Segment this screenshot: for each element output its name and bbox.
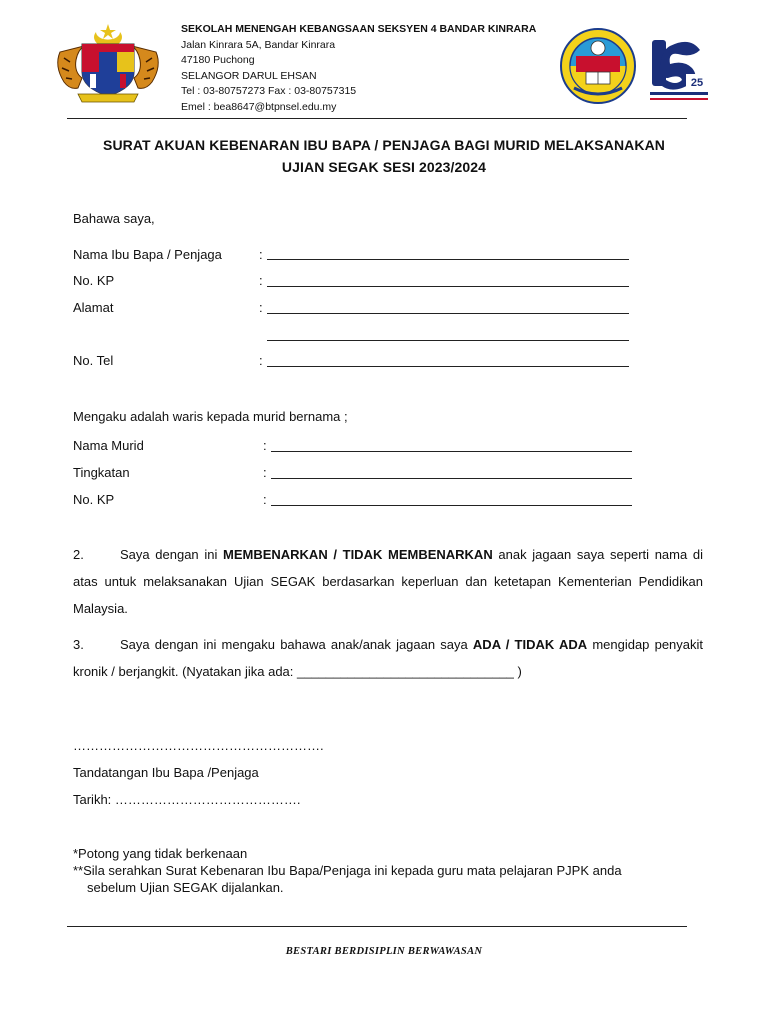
school-address-block [181, 22, 536, 115]
student-ic-label: No. KP [73, 492, 115, 507]
phone-fax: Tel : 03-80757273 Fax : 03-80757315 [181, 85, 357, 97]
address-line-2: 47180 Puchong [181, 54, 255, 66]
student-name-label: Nama Murid [73, 438, 144, 453]
date-label: Tarikh: ……………………………………. [73, 792, 301, 807]
paragraph-2-pre: Saya dengan ini [120, 547, 223, 562]
address-line-1: Jalan Kinrara 5A, Bandar Kinrara [181, 38, 336, 51]
malaysia-coat-of-arms-icon [50, 22, 166, 106]
footer-divider [67, 926, 687, 927]
address-field-line-2[interactable] [267, 340, 629, 341]
school-motto: BESTARI BERDISIPLIN BERWAWASAN [285, 946, 483, 957]
paragraph-3-post: mengidap penyakit kronik / berjangkit. (Nyatakan jika ada: [73, 637, 704, 679]
parent-name-field[interactable] [267, 259, 629, 260]
student-name-field[interactable] [271, 451, 632, 452]
paragraph-2-post: anak jagaan saya seperti nama di atas untuk melaksanakan Ujian SEGAK berdasarkan keperluan dan ketetapan Kementerian Pendidikan Malaysia. [73, 547, 703, 616]
student-ic-colon: : [263, 492, 267, 507]
parent-ic-field[interactable] [267, 286, 629, 287]
signature-label: Tandatangan Ibu Bapa /Penjaga [73, 765, 259, 780]
paragraph-2-number: 2. [73, 547, 84, 562]
email-line: Emel : bea8647@btpnsel.edu.my [181, 100, 337, 113]
pss-25-logo-icon [648, 36, 710, 106]
signature-line[interactable]: …………………………………………………. [73, 738, 324, 753]
phone-label: No. Tel [73, 353, 114, 368]
paragraph-2 [73, 541, 703, 622]
form-level-field[interactable] [271, 478, 632, 479]
school-crest-icon [558, 26, 638, 106]
school-name: SEKOLAH MENENGAH KEBANGSAAN SEKSYEN 4 BANDAR KINRARA [181, 23, 537, 35]
parent-ic-colon: : [259, 273, 263, 288]
title-line-2: UJIAN SEGAK SESI 2023/2024 [281, 159, 487, 175]
paragraph-3 [73, 631, 703, 685]
form-level-colon: : [263, 465, 267, 480]
paragraph-3-pre: Saya dengan ini mengaku bahawa anak/anak jagaan saya [120, 637, 473, 652]
address-label: Alamat [73, 300, 114, 315]
illness-detail-field[interactable]: ______________________________ [297, 664, 514, 679]
parent-name-colon: : [259, 247, 263, 262]
phone-colon: : [259, 353, 263, 368]
address-line-3: SELANGOR DARUL EHSAN [181, 69, 317, 82]
address-field-line-1[interactable] [267, 313, 629, 314]
phone-field[interactable] [267, 366, 629, 367]
declaration-text: Mengaku adalah waris kepada murid bernama ; [73, 409, 348, 424]
logo-number: 25 [690, 77, 704, 89]
address-colon: : [259, 300, 263, 315]
parent-ic-label: No. KP [73, 273, 115, 288]
form-level-label: Tingkatan [73, 465, 130, 480]
paragraph-3-number: 3. [73, 637, 84, 652]
intro-text: Bahawa saya, [73, 211, 155, 226]
student-name-colon: : [263, 438, 267, 453]
note-submission-line-2: sebelum Ujian SEGAK dijalankan. [87, 880, 284, 895]
header-divider [67, 118, 687, 119]
document-title [70, 134, 698, 178]
title-line-1: SURAT AKUAN KEBENARAN IBU BAPA / PENJAGA BAGI MURID MELAKSANAKAN [103, 137, 665, 153]
paragraph-2-consent-choice[interactable]: MEMBENARKAN / TIDAK MEMBENARKAN [222, 547, 493, 562]
student-ic-field[interactable] [271, 505, 632, 506]
note-strike-out: *Potong yang tidak berkenaan [73, 846, 248, 861]
parent-name-label: Nama Ibu Bapa / Penjaga [73, 247, 222, 262]
paragraph-3-close: ) [513, 664, 522, 679]
note-submission-line-1: **Sila serahkan Surat Kebenaran Ibu Bapa/Penjaga ini kepada guru mata pelajaran PJPK anda [73, 863, 622, 878]
paragraph-3-health-choice[interactable]: ADA / TIDAK ADA [472, 637, 588, 652]
